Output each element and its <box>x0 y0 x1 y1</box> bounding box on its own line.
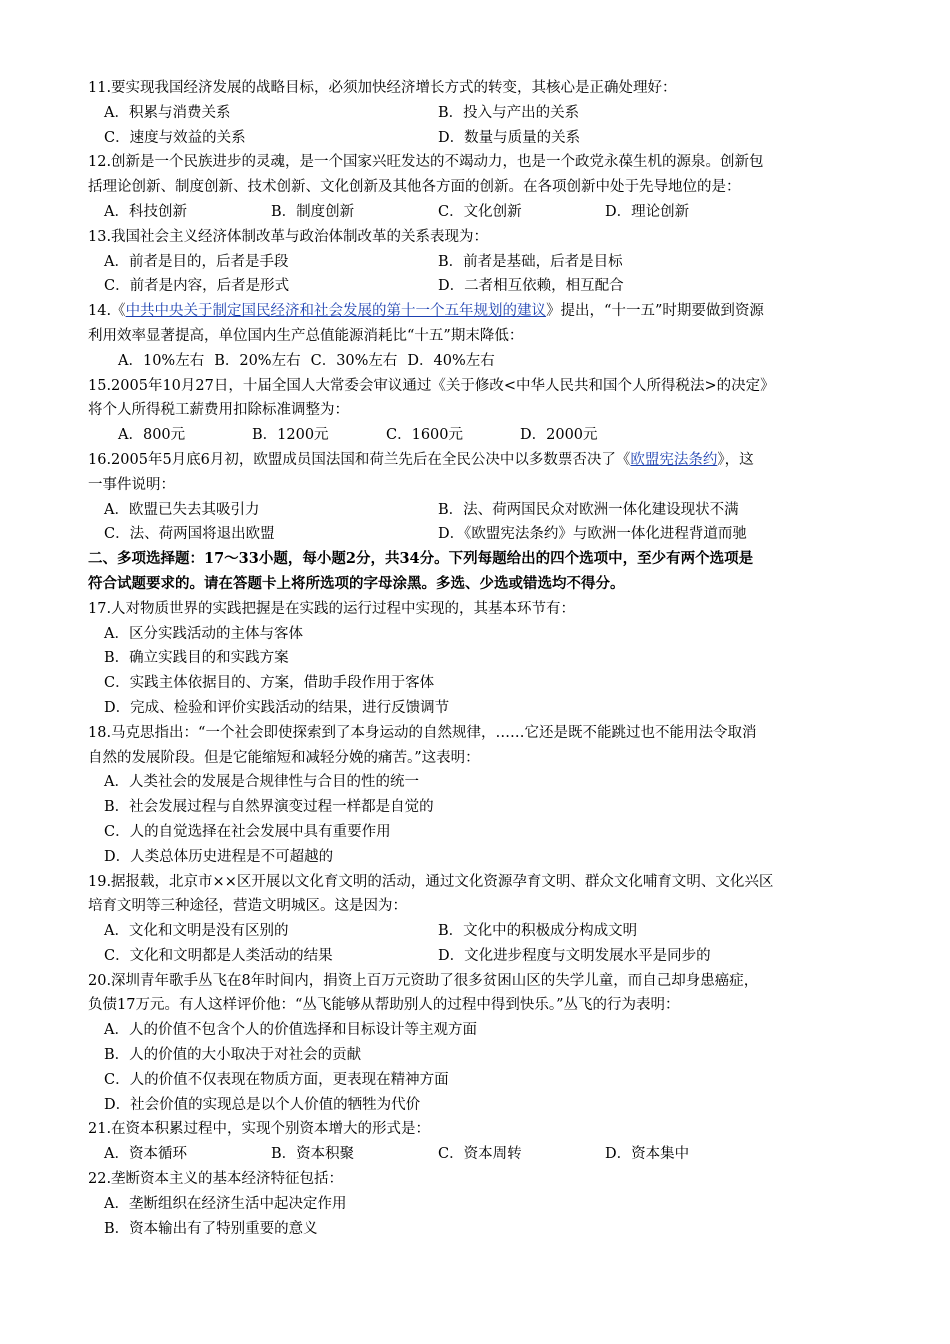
question-11-stem: 11.要实现我国经济发展的战略目标，必须加快经济增长方式的转变，其核心是正确处理好： <box>88 80 677 96</box>
question-12-options <box>88 200 868 225</box>
option-b: B．投入与产出的关系 <box>438 104 580 121</box>
question-19-stem-line1: 19.据报载，北京市××区开展以文化育文明的活动，通过文化资源孕育文明、群众文化哺育文明、文化兴区 <box>88 873 774 890</box>
option-d: D．人类总体历史进程是不可超越的 <box>104 848 334 865</box>
option-b: B．制度创新 <box>271 203 355 220</box>
option-a: A．欧盟已失去其吸引力 <box>104 501 260 518</box>
question-19-stem-line2: 培育文明等三种途径，营造文明城区。这是因为： <box>88 898 407 915</box>
option-b: B．前者是基础，后者是目标 <box>438 253 623 270</box>
option-b: B．文化中的积极成分构成文明 <box>438 923 638 940</box>
option-d: D．2000元 <box>520 427 598 444</box>
question-22-stem: 22.垄断资本主义的基本经济特征包括： <box>88 1171 344 1188</box>
option-c: C．1600元 <box>386 427 463 444</box>
option-c: C．速度与效益的关系 <box>104 129 246 146</box>
option-b: B．1200元 <box>252 427 329 444</box>
section-2-heading-line2: 符合试题要求的。请在答题卡上将所选项的字母涂黑。多选、少选或错选均不得分。 <box>88 574 625 592</box>
question-14-prefix: 14.《 <box>88 303 126 320</box>
option-b: B．社会发展过程与自然界演变过程一样都是自觉的 <box>104 799 434 816</box>
question-13-stem: 13.我国社会主义经济体制改革与政治体制改革的关系表现为： <box>88 228 489 245</box>
question-13-options-row2 <box>88 274 868 299</box>
question-14-options <box>88 349 868 374</box>
option-a: A．前者是目的，后者是手段 <box>104 253 289 270</box>
option-d: D．数量与质量的关系 <box>438 129 581 146</box>
option-b: B．资本积聚 <box>271 1146 355 1163</box>
question-16-options-row2 <box>88 522 868 547</box>
question-16-suffix: 》，这 <box>717 451 754 468</box>
option-d: D．理论创新 <box>605 203 690 220</box>
option-b: B．确立实践目的和实践方案 <box>104 650 289 667</box>
option-a: A．积累与消费关系 <box>104 104 231 121</box>
option-c: C．前者是内容，后者是形式 <box>104 278 290 295</box>
option-c: C．法、荷两国将退出欧盟 <box>104 526 275 543</box>
question-18-stem-line1: 18.马克思指出：“一个社会即使探索到了本身运动的自然规律，……它还是既不能跳过也不能用法令取消 <box>88 724 757 741</box>
option-c: C．文化和文明都是人类活动的结果 <box>104 947 333 964</box>
question-20-stem-line2: 负债17万元。有人这样评价他：“丛飞能够从帮助别人的过程中得到快乐。”丛飞的行为表明： <box>88 997 680 1014</box>
option-d: D．《欧盟宪法条约》与欧洲一体化进程背道而驰 <box>438 526 747 543</box>
option-c: C．30%左右 <box>310 352 398 369</box>
option-a: A．800元 <box>118 427 186 444</box>
section-2-heading-line1: 二、多项选择题：17～33小题，每小题2分，共34分。下列每题给出的四个选项中，至少有两个选项是 <box>88 550 754 568</box>
option-d: D．二者相互依赖，相互配合 <box>438 278 624 295</box>
question-15-stem-line1: 15.2005年10月27日，十届全国人大常委会审议通过《关于修改<中华人民共和国个人所得税法>的决定》 <box>88 377 775 394</box>
question-20-stem-line1: 20.深圳青年歌手丛飞在8年时间内，捐资上百万元资助了很多贫困山区的失学儿童，而自己却身患癌症， <box>88 972 759 989</box>
option-b: B．人的价值的大小取决于对社会的贡献 <box>104 1047 362 1064</box>
treaty-link[interactable]: 欧盟宪法条约 <box>630 451 718 468</box>
question-19-options-row1 <box>88 919 868 944</box>
option-d: D．40%左右 <box>407 352 495 369</box>
question-12-stem-line1: 12.创新是一个民族进步的灵魂，是一个国家兴旺发达的不竭动力，也是一个政党永葆生机的源泉。创新包 <box>88 154 764 171</box>
option-a: A．文化和文明是没有区别的 <box>104 923 289 940</box>
question-14-suffix: 》提出，“十一五”时期要做到资源 <box>546 303 764 320</box>
question-16-options-row1 <box>88 498 868 523</box>
option-a: A．科技创新 <box>104 203 187 220</box>
option-a: A．资本循环 <box>104 1146 187 1163</box>
option-a: A．10%左右 <box>118 352 205 369</box>
question-19-options-row2 <box>88 944 868 969</box>
exam-page <box>88 76 868 1241</box>
option-a: A．人的价值不包含个人的价值选择和目标设计等主观方面 <box>104 1022 477 1039</box>
option-d: D．资本集中 <box>605 1146 690 1163</box>
question-18-stem-line2: 自然的发展阶段。但是它能缩短和减轻分娩的痛苦。”这表明： <box>88 749 480 766</box>
option-b: B．资本输出有了特别重要的意义 <box>104 1220 318 1237</box>
question-15-options <box>88 423 868 448</box>
question-16-stem-line2: 一事件说明： <box>88 476 175 493</box>
option-a: A．垄断组织在经济生活中起决定作用 <box>104 1195 347 1212</box>
question-15-stem-line2: 将个人所得税工薪费用扣除标准调整为： <box>88 402 349 419</box>
question-11-options-row2 <box>88 126 868 151</box>
option-d: D．文化进步程度与文明发展水平是同步的 <box>438 947 711 964</box>
option-c: C．人的价值不仅表现在物质方面，更表现在精神方面 <box>104 1071 449 1088</box>
question-12-stem-line2: 括理论创新、制度创新、技术创新、文化创新及其他各方面的创新。在各项创新中处于先导地位的是： <box>88 179 741 196</box>
option-a: A．人类社会的发展是合规律性与合目的性的统一 <box>104 774 419 791</box>
question-14-stem-line1 <box>88 299 868 324</box>
option-a: A．区分实践活动的主体与客体 <box>104 625 303 642</box>
option-d: D．完成、检验和评价实践活动的结果，进行反馈调节 <box>104 699 450 716</box>
option-c: C．文化创新 <box>438 203 522 220</box>
question-16-stem-line1 <box>88 448 868 473</box>
question-17-stem: 17.人对物质世界的实践把握是在实践的运行过程中实现的，其基本环节有： <box>88 600 576 617</box>
question-16-prefix: 16.2005年5月底6月初，欧盟成员国法国和荷兰先后在全民公决中以多数票否决了《 <box>88 451 631 468</box>
question-21-stem: 21.在资本积累过程中，实现个别资本增大的形式是： <box>88 1121 431 1138</box>
option-c: C．实践主体依据目的、方案，借助手段作用于客体 <box>104 675 435 692</box>
option-b: B．20%左右 <box>214 352 301 369</box>
option-c: C．资本周转 <box>438 1146 522 1163</box>
question-14-stem-line2: 利用效率显著提高，单位国内生产总值能源消耗比“十五”期末降低： <box>88 327 524 344</box>
question-11-options-row1 <box>88 101 868 126</box>
document-title-link[interactable]: 中共中央关于制定国民经济和社会发展的第十一个五年规划的建议 <box>125 303 547 320</box>
question-21-options <box>88 1142 868 1167</box>
question-13-options-row1 <box>88 250 868 275</box>
option-c: C．人的自觉选择在社会发展中具有重要作用 <box>104 823 391 840</box>
option-d: D．社会价值的实现总是以个人价值的牺牲为代价 <box>104 1096 421 1113</box>
option-b: B．法、荷两国民众对欧洲一体化建设现状不满 <box>438 501 739 518</box>
